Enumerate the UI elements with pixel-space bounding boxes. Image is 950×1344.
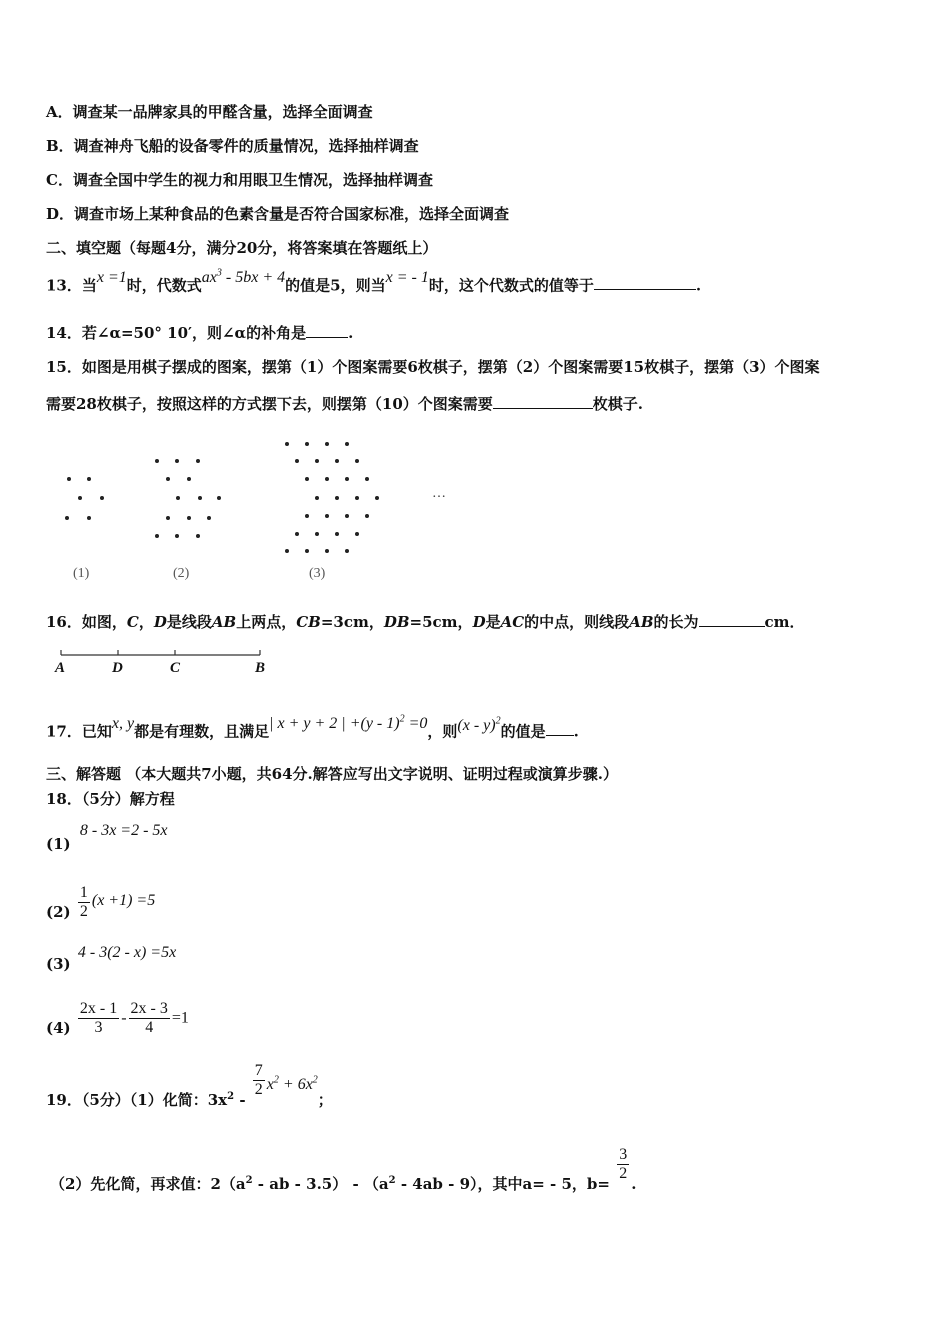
chess-pattern-figure [0,430,950,590]
chess-piece [176,496,180,500]
question-16: 16．如图，C，D是线段AB上两点，CB=3cm，DB=5cm，D是AC的中点，则线段AB的长为 cm． [46,613,805,631]
answer-blank [546,721,574,736]
question-15-line2: 需要28枚棋子，按照这样的方式摆下去，则摆第（10）个图案需要 枚棋子. [46,395,643,413]
chess-piece [345,549,349,553]
figure-label-2: (2) [173,566,190,581]
point-label-a: A [55,660,66,676]
chess-piece [315,496,319,500]
chess-piece [217,496,221,500]
chess-piece [175,459,179,463]
chess-piece [335,459,339,463]
segment-figure [0,645,300,685]
chess-piece [345,442,349,446]
section3-title: 三、解答题 （本大题共7小题，共64分.解答应写出文字说明、证明过程或演算步骤.） [46,765,618,783]
chess-piece [196,534,200,538]
chess-piece [305,442,309,446]
figure-label-1: (1) [73,566,90,581]
point-label-b: B [255,660,266,676]
chess-piece [315,532,319,536]
answer-blank [699,612,765,627]
chess-piece [155,534,159,538]
option-c: C．调查全国中学生的视力和用眼卫生情况，选择抽样调查 [46,171,433,189]
pattern-ellipsis: … [432,486,446,501]
chess-piece [305,477,309,481]
equation-2: (2) $\frac{1}{2}$ (x +1) =5 [46,884,156,921]
equation-4: (4) $\frac{2x - 1}{3}$ - $\frac{2x - 3}{4}$ =1 [46,1000,189,1037]
chess-piece [87,477,91,481]
option-a: A．调查某一品牌家具的甲醛含量，选择全面调查 [46,103,373,121]
question-19-part2: （2）先化简，再求值：$2(a^2$ - ab - $3.5) - (a^2 - 4ab - 9)$，其中a= - 5，b= $\frac{3}{2}$ . [50,1146,637,1193]
answer-blank [594,275,696,290]
chess-piece [295,459,299,463]
question-17: 17．已知x, y都是有理数，且满足| x + y + 2 | +(y - 1)$^2$ =0，则(x - y)$^2$的值是 . [46,714,579,741]
chess-piece [355,496,359,500]
chess-piece [305,549,309,553]
question-19-part1: 19．（5分）（1）化简：$3x^2$ - $\frac{7}{2}$ $x^2 + 6x^2$； [46,1062,333,1109]
chess-piece [355,532,359,536]
option-b: B．调查神舟飞船的设备零件的质量情况，选择抽样调查 [46,137,419,155]
chess-piece [67,477,71,481]
chess-piece [345,514,349,518]
chess-piece [345,477,349,481]
chess-piece [355,459,359,463]
question-14: 14．若∠α=50° 10′，则∠α的补角是 . [46,324,354,342]
chess-piece [335,532,339,536]
chess-piece [375,496,379,500]
chess-piece [305,514,309,518]
question-13: 13．当x =1时，代数式$ax^3 - 5bx + 4$的值是5，则当x = - 1时，这个代数式的值等于 . [46,268,702,295]
question-15-line1: 15．如图是用棋子摆成的图案，摆第（1）个图案需要6枚棋子，摆第（2）个图案需要15枚棋子，摆第（3）个图案 [46,358,820,376]
chess-piece [335,496,339,500]
chess-piece [166,516,170,520]
chess-piece [295,532,299,536]
chess-piece [325,549,329,553]
answer-blank [493,394,593,409]
chess-piece [285,442,289,446]
chess-piece [315,459,319,463]
chess-piece [365,514,369,518]
chess-piece [87,516,91,520]
point-label-d: D [112,660,123,676]
section2-title: 二、填空题（每题4分，满分20分，将答案填在答题纸上） [46,239,438,257]
chess-piece [325,477,329,481]
chess-piece [155,459,159,463]
chess-piece [187,477,191,481]
chess-piece [325,514,329,518]
chess-piece [100,496,104,500]
chess-piece [365,477,369,481]
question-18-title: 18．（5分）解方程 [46,790,175,808]
chess-piece [207,516,211,520]
equation-1: (1) 8 - 3x =2 - 5x [46,822,168,853]
chess-piece [198,496,202,500]
chess-piece [78,496,82,500]
chess-piece [65,516,69,520]
option-d: D．调查市场上某种食品的色素含量是否符合国家标准，选择全面调查 [46,205,510,223]
equation-3: (3) 4 - 3(2 - x) =5x [46,944,177,973]
answer-blank [306,323,348,338]
chess-piece [166,477,170,481]
chess-piece [196,459,200,463]
chess-piece [187,516,191,520]
chess-piece [175,534,179,538]
figure-label-3: (3) [309,566,326,581]
chess-piece [285,549,289,553]
chess-piece [325,442,329,446]
point-label-c: C [170,660,181,676]
